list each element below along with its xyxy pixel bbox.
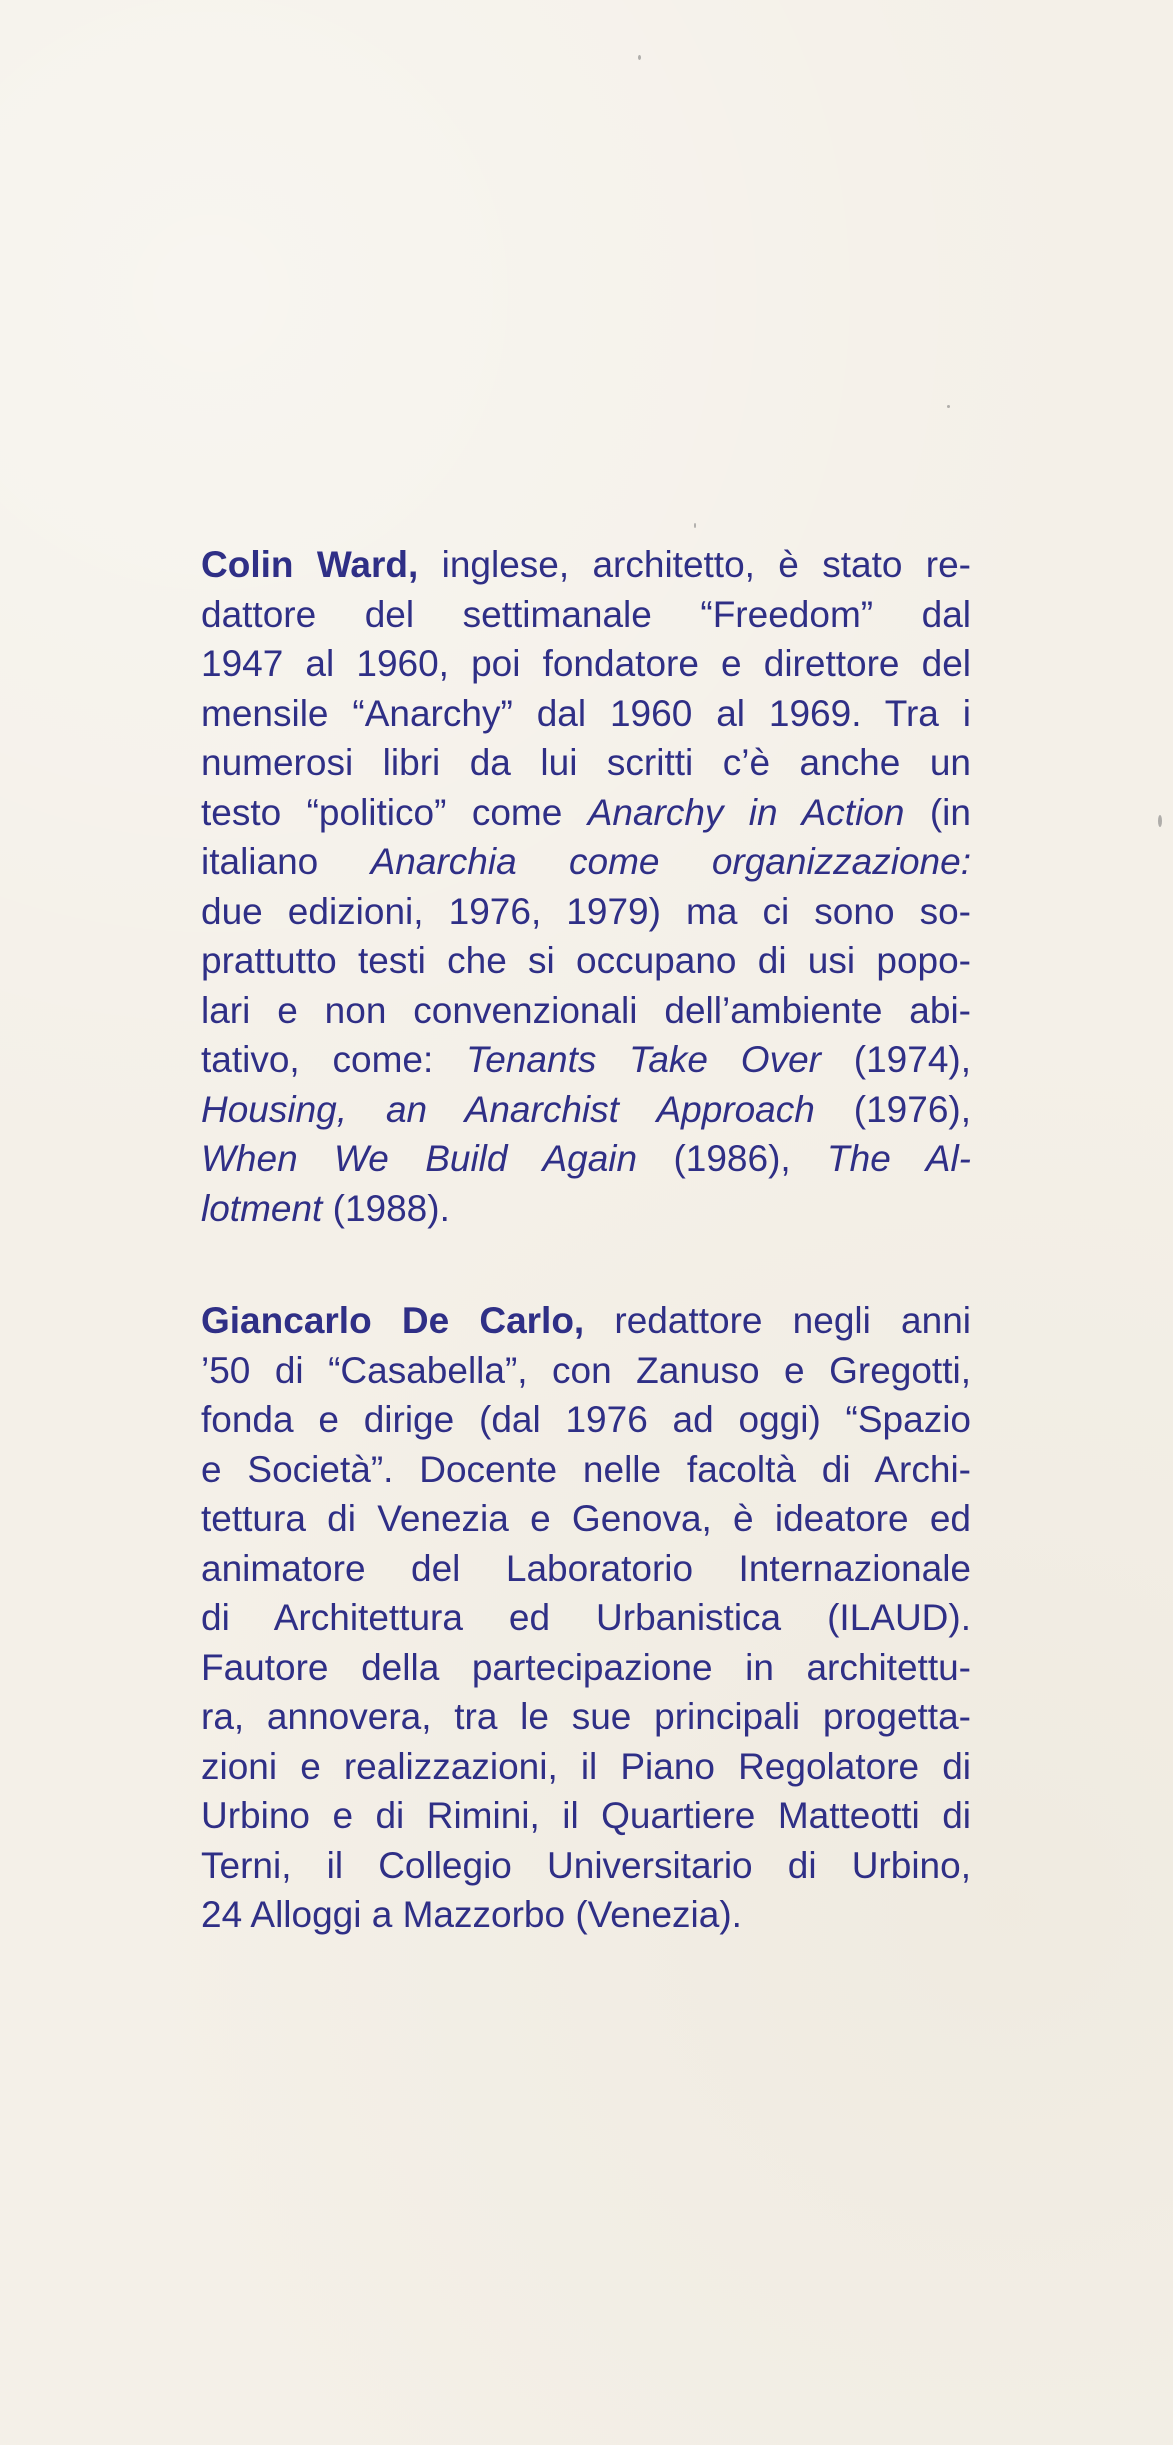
paper-speck — [1158, 815, 1162, 827]
bio-text: Terni, il Collegio Universitario di Urbino, — [201, 1844, 971, 1886]
bio-text: fonda e dirige (dal 1976 ad oggi) “Spazio — [201, 1399, 971, 1440]
bio-line — [201, 1085, 971, 1135]
bio-text: 1947 al 1960, poi fondatore e direttore del — [201, 643, 971, 684]
bio-line — [201, 1890, 971, 1940]
bio-line — [201, 738, 971, 788]
paper-speck — [947, 405, 950, 408]
bio-text: Fautore della partecipazione in architettu- — [201, 1646, 971, 1688]
bio-line — [201, 1494, 971, 1544]
bio-giancarlo-de-carlo — [201, 1296, 971, 1940]
bio-text: ra, annovera, tra le sue principali progetta- — [201, 1696, 971, 1737]
bio-line — [201, 1395, 971, 1445]
bio-line — [201, 1544, 971, 1594]
bio-text: (1988). — [322, 1187, 450, 1229]
bio-text: tativo, come: — [201, 1039, 467, 1080]
bio-text: di Architettura ed Urbanistica (ILAUD). — [201, 1597, 971, 1638]
paper-speck — [638, 55, 641, 60]
book-title: lotment — [201, 1187, 323, 1229]
bio-line — [201, 837, 971, 887]
bio-line — [201, 1445, 971, 1495]
bio-text: tettura di Venezia e Genova, è ideatore ed — [201, 1498, 971, 1539]
bio-line — [201, 590, 971, 640]
bio-colin-ward — [201, 540, 971, 1233]
bio-text: (1986), — [637, 1138, 828, 1179]
bio-text: e Società”. Docente nelle facoltà di Archi- — [201, 1448, 971, 1490]
bio-line — [201, 986, 971, 1036]
book-title: Housing, an Anarchist Approach — [201, 1088, 815, 1130]
bio-text: due edizioni, 1976, 1979) ma ci sono so- — [201, 890, 971, 932]
bio-text: prattutto testi che si occupano di usi popo- — [201, 940, 971, 981]
bio-line — [201, 639, 971, 689]
bio-text: Urbino e di Rimini, il Quartiere Matteotti di — [201, 1795, 971, 1836]
bio-text: mensile “Anarchy” dal 1960 al 1969. Tra i — [201, 692, 971, 734]
book-title: The Al- — [827, 1138, 972, 1179]
bio-line — [201, 1346, 971, 1396]
author-name: Giancarlo De Carlo, — [201, 1300, 585, 1341]
bio-line — [201, 1742, 971, 1792]
bio-line — [201, 1841, 971, 1891]
bio-text: lari e non convenzionali dell’ambiente abi- — [201, 989, 971, 1031]
bio-text: dattore del settimanale “Freedom” dal — [201, 593, 971, 635]
bio-line — [201, 1593, 971, 1643]
bio-text: ’50 di “Casabella”, con Zanuso e Gregotti, — [201, 1349, 971, 1391]
bio-text: (1974), — [820, 1039, 972, 1080]
bio-line — [201, 540, 971, 590]
bio-text: 24 Alloggi a Mazzorbo (Venezia). — [201, 1894, 742, 1935]
bio-line — [201, 788, 971, 838]
bio-text: numerosi libri da lui scritti c’è anche un — [201, 742, 971, 783]
bio-line — [201, 1134, 971, 1184]
bio-text: italiano — [201, 841, 371, 882]
bio-text: zioni e realizzazioni, il Piano Regolatore di — [201, 1745, 971, 1787]
bio-line — [201, 1184, 971, 1234]
bio-line — [201, 1791, 971, 1841]
bio-text: animatore del Laboratorio Internazionale — [201, 1547, 971, 1589]
bio-text: (in — [904, 791, 971, 833]
bio-text: inglese, architetto, è stato re- — [418, 544, 972, 585]
author-name: Colin Ward, — [201, 544, 419, 585]
bio-line — [201, 1296, 971, 1346]
paper-speck — [694, 523, 696, 528]
book-title: When We Build Again — [201, 1138, 638, 1179]
bio-line — [201, 1692, 971, 1742]
bio-line — [201, 887, 971, 937]
book-title: Tenants Take Over — [466, 1039, 821, 1080]
bio-text: redattore negli anni — [584, 1300, 972, 1341]
book-title: Anarchy in Action — [587, 791, 905, 833]
bio-line — [201, 1035, 971, 1085]
bio-text: (1976), — [814, 1088, 972, 1130]
bio-line — [201, 936, 971, 986]
book-title: Anarchia come organizzazione: — [370, 841, 971, 882]
bio-line — [201, 689, 971, 739]
bio-line — [201, 1643, 971, 1693]
bio-text: testo “politico” come — [201, 791, 588, 833]
